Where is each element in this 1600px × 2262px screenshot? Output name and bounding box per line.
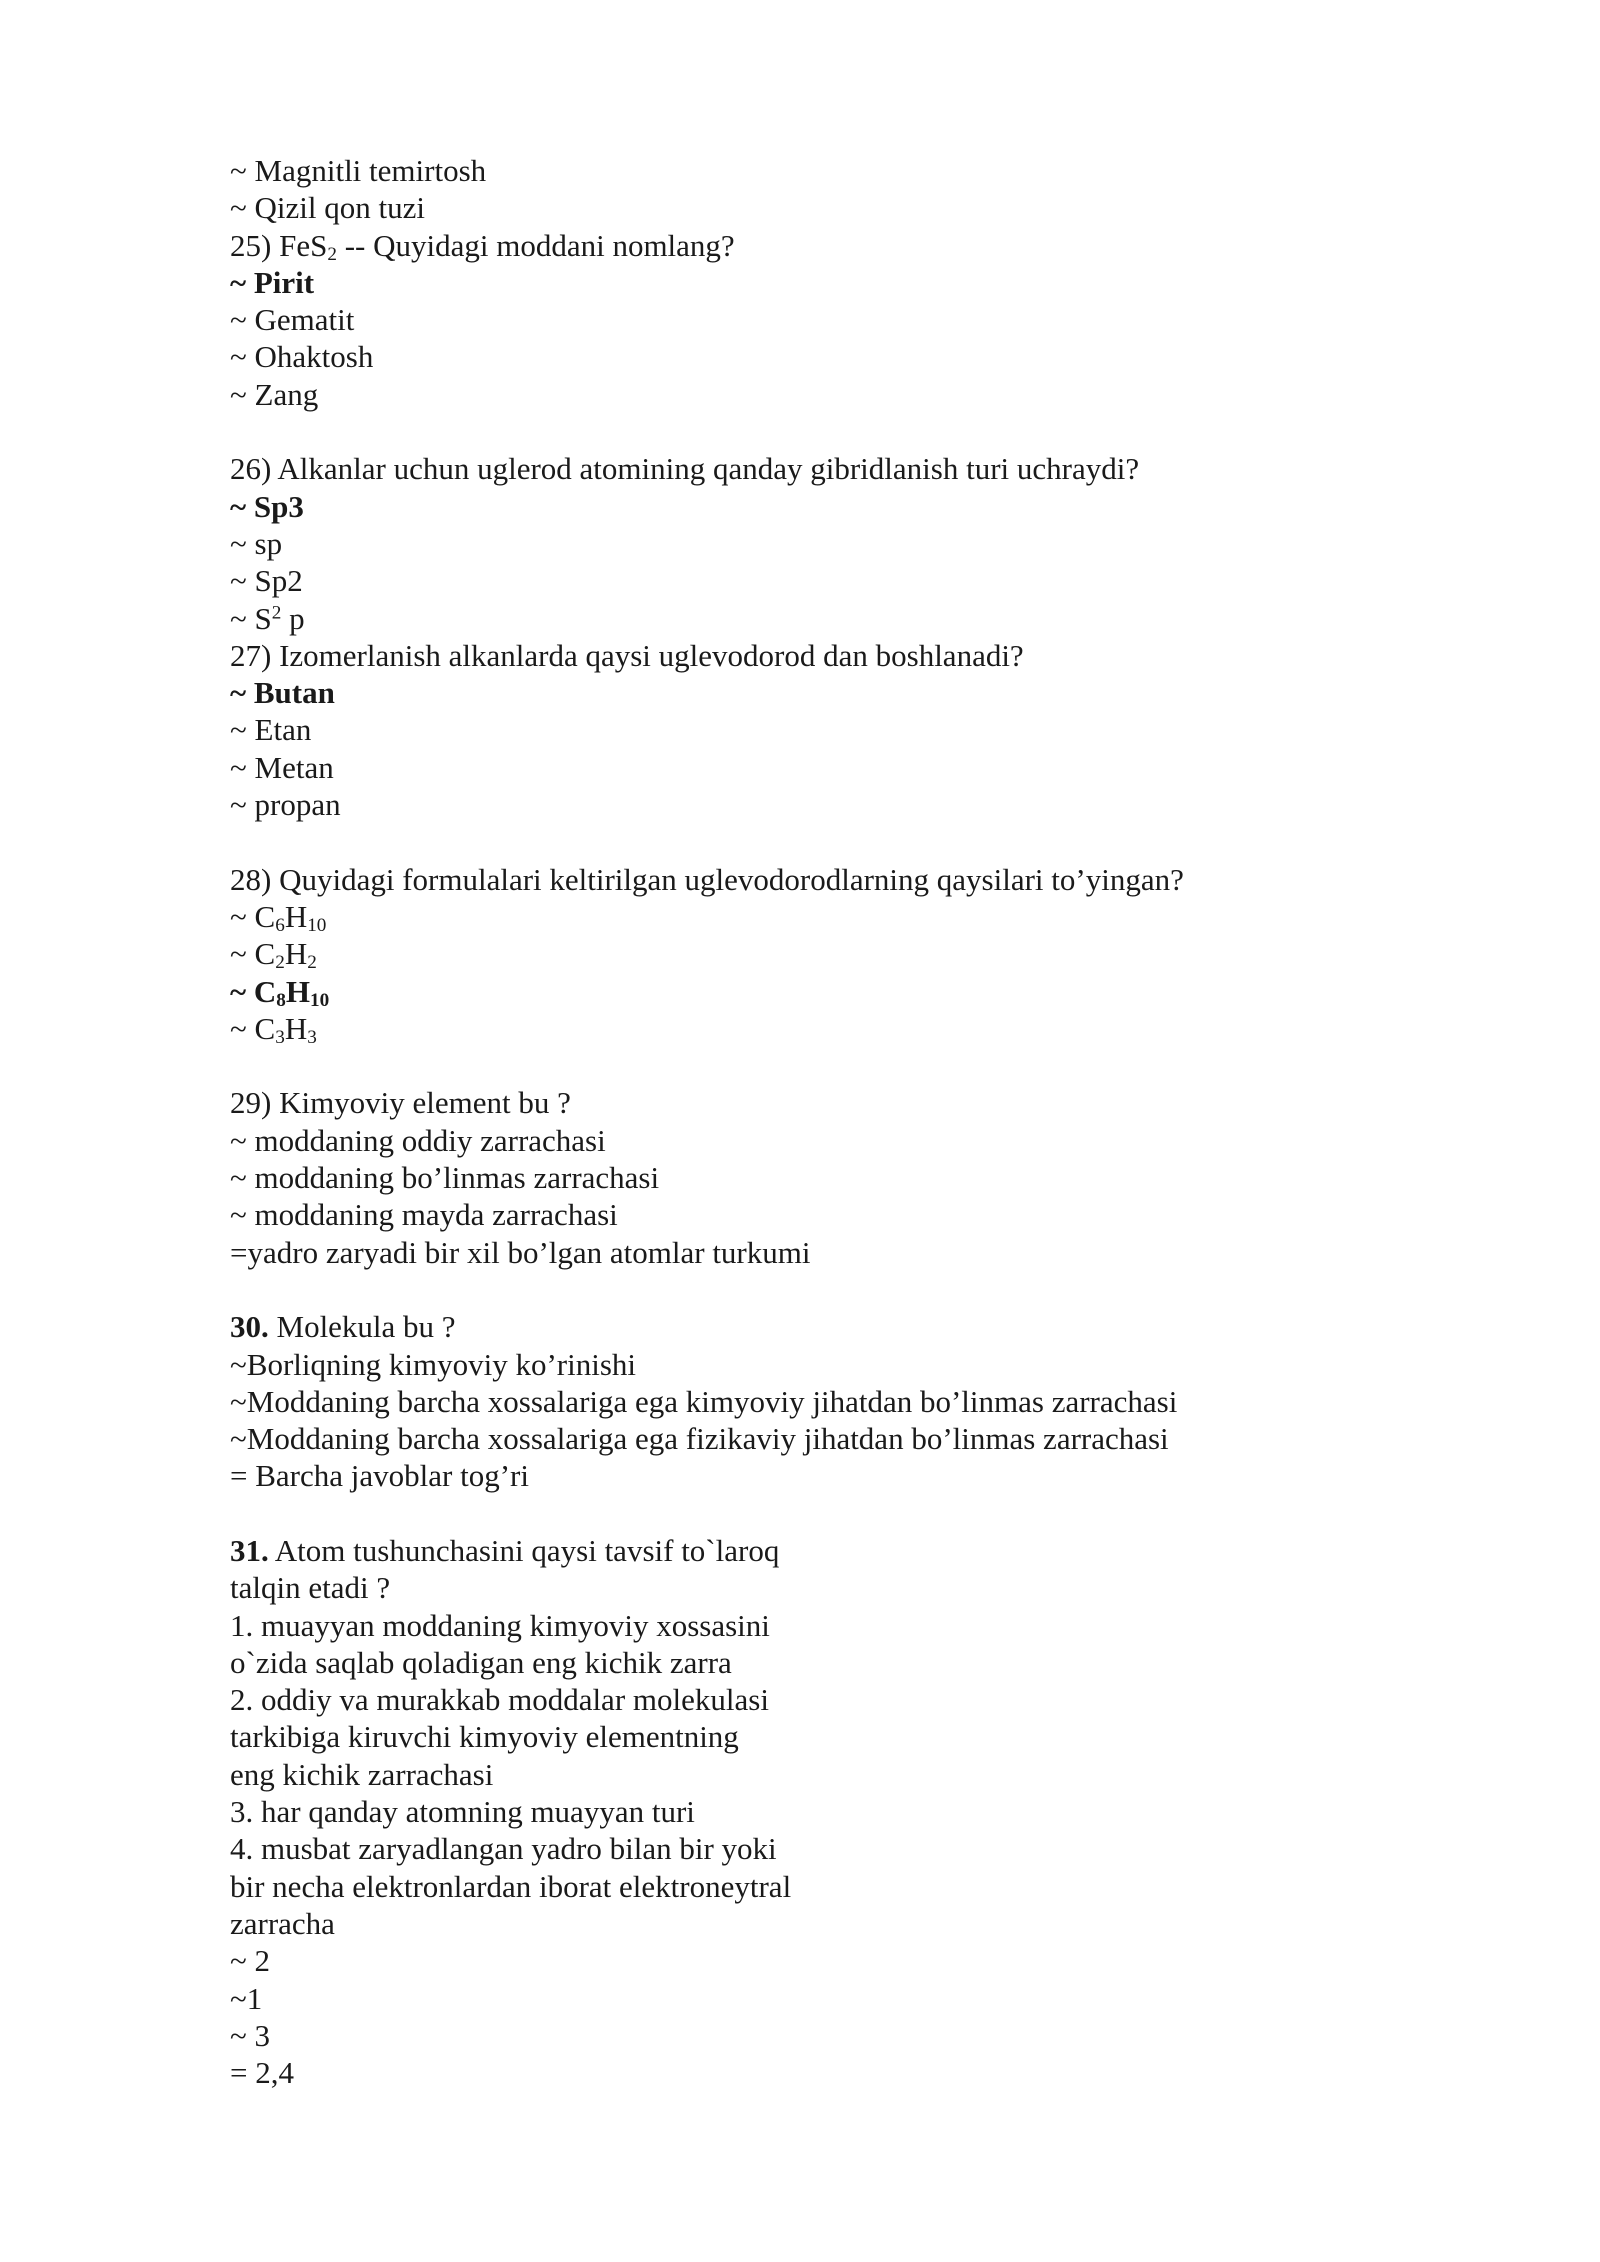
answer-option: ~Moddaning barcha xossalariga ega fizikaviy jihatdan bo’linmas zarrachasi <box>230 1421 1169 1457</box>
answer-option: ~Moddaning barcha xossalariga ega kimyoviy jihatdan bo’linmas zarrachasi <box>230 1383 1178 1419</box>
subscript: 2 <box>275 952 285 974</box>
subscript: 6 <box>275 915 285 937</box>
blank-line <box>230 1047 1430 1084</box>
formula-part: ~ C <box>230 1010 276 1046</box>
correct-answer: = 2,4 <box>230 2055 294 2091</box>
subscript: 2 <box>327 243 337 265</box>
statement-line: zarracha <box>230 1905 335 1941</box>
statement-line: o`zida saqlab qoladigan eng kichik zarra <box>230 1644 732 1680</box>
answer-option: ~ sp <box>230 525 283 561</box>
formula-part: ~ C <box>230 936 276 972</box>
formula-part: H <box>284 1010 308 1046</box>
statement-line: 3. har qanday atomning muayyan turi <box>230 1794 695 1830</box>
answer-option: ~ Zang <box>230 376 319 412</box>
answer-option: ~ 2 <box>230 1943 271 1979</box>
formula-part: ~ C <box>230 898 276 934</box>
subscript: 10 <box>307 915 327 937</box>
answer-option <box>230 1010 1430 1047</box>
question-30 <box>230 1308 1430 1345</box>
subscript: 3 <box>275 1027 285 1049</box>
question-text: Molekula bu ? <box>268 1309 456 1345</box>
correct-answer: = Barcha javoblar tog’ri <box>230 1458 529 1494</box>
subscript: 8 <box>276 989 286 1011</box>
answer-option: ~1 <box>230 1980 263 2016</box>
statement-line: bir necha elektronlardan iborat elektroneytral <box>230 1868 792 1904</box>
answer-option: ~ moddaning mayda zarrachasi <box>230 1197 618 1233</box>
correct-answer: =yadro zaryadi bir xil bo’lgan atomlar turkumi <box>230 1234 811 1270</box>
blank-line <box>230 823 1430 860</box>
answer-option: ~Borliqning kimyoviy ko’rinishi <box>230 1346 636 1382</box>
answer-option <box>230 898 1430 935</box>
answer-option: ~ Ohaktosh <box>230 339 374 375</box>
answer-option: ~ Gematit <box>230 302 355 338</box>
answer-option <box>230 600 1430 637</box>
statement-line: 2. oddiy va murakkab moddalar molekulasi <box>230 1682 769 1718</box>
correct-answer: ~ Butan <box>230 675 335 711</box>
statement-line: eng kichik zarrachasi <box>230 1756 494 1792</box>
question-28: 28) Quyidagi formulalari keltirilgan uglevodorodlarning qaysilari to’yingan? <box>230 861 1184 897</box>
question-number: 30. <box>230 1309 269 1345</box>
question-number: 31. <box>230 1532 269 1568</box>
answer-option <box>230 935 1430 972</box>
blank-line <box>230 1495 1430 1532</box>
question-text: Atom tushunchasini qaysi tavsif to`laroq <box>268 1532 780 1568</box>
correct-answer: ~ Sp3 <box>230 488 304 524</box>
answer-option: ~ moddaning oddiy zarrachasi <box>230 1122 606 1158</box>
question-25 <box>230 227 1430 264</box>
formula-part: H <box>284 936 308 972</box>
answer-option: ~ 3 <box>230 2017 271 2053</box>
document-page <box>230 152 1430 2091</box>
formula-part: H <box>284 898 308 934</box>
statement-line: 4. musbat zaryadlangan yadro bilan bir yoki <box>230 1831 777 1867</box>
subscript: 3 <box>307 1027 317 1049</box>
answer-option: ~ Sp2 <box>230 563 303 599</box>
subscript: 2 <box>307 952 317 974</box>
statement-line: 1. muayyan moddaning kimyoviy xossasini <box>230 1607 770 1643</box>
question-text: 25) FeS <box>230 227 328 263</box>
answer-option: ~ Qizil qon tuzi <box>230 190 425 226</box>
question-text: -- Quyidagi moddani nomlang? <box>336 227 735 263</box>
option-text: p <box>281 600 305 636</box>
correct-answer: ~ Pirit <box>230 264 315 300</box>
blank-line <box>230 413 1430 450</box>
blank-line <box>230 1271 1430 1308</box>
answer-option: ~ Etan <box>230 712 312 748</box>
question-26: 26) Alkanlar uchun uglerod atomining qanday gibridlanish turi uchraydi? <box>230 451 1140 487</box>
formula-part: H <box>285 973 310 1009</box>
question-27: 27) Izomerlanish alkanlarda qaysi uglevodorod dan boshlanadi? <box>230 637 1024 673</box>
correct-answer <box>230 973 1430 1010</box>
answer-option: ~ Magnitli temirtosh <box>230 153 487 188</box>
question-29: 29) Kimyoviy element bu ? <box>230 1085 571 1121</box>
question-31 <box>230 1532 1430 1569</box>
statement-line: tarkibiga kiruvchi kimyoviy elementning <box>230 1719 739 1755</box>
question-text-line: talqin etadi ? <box>230 1570 391 1606</box>
subscript: 10 <box>310 989 330 1011</box>
formula-part: ~ C <box>230 973 277 1009</box>
answer-option: ~ propan <box>230 787 341 823</box>
answer-option: ~ moddaning bo’linmas zarrachasi <box>230 1160 660 1196</box>
superscript: 2 <box>271 602 282 623</box>
answer-option: ~ Metan <box>230 749 334 785</box>
option-text: ~ S <box>230 600 272 636</box>
